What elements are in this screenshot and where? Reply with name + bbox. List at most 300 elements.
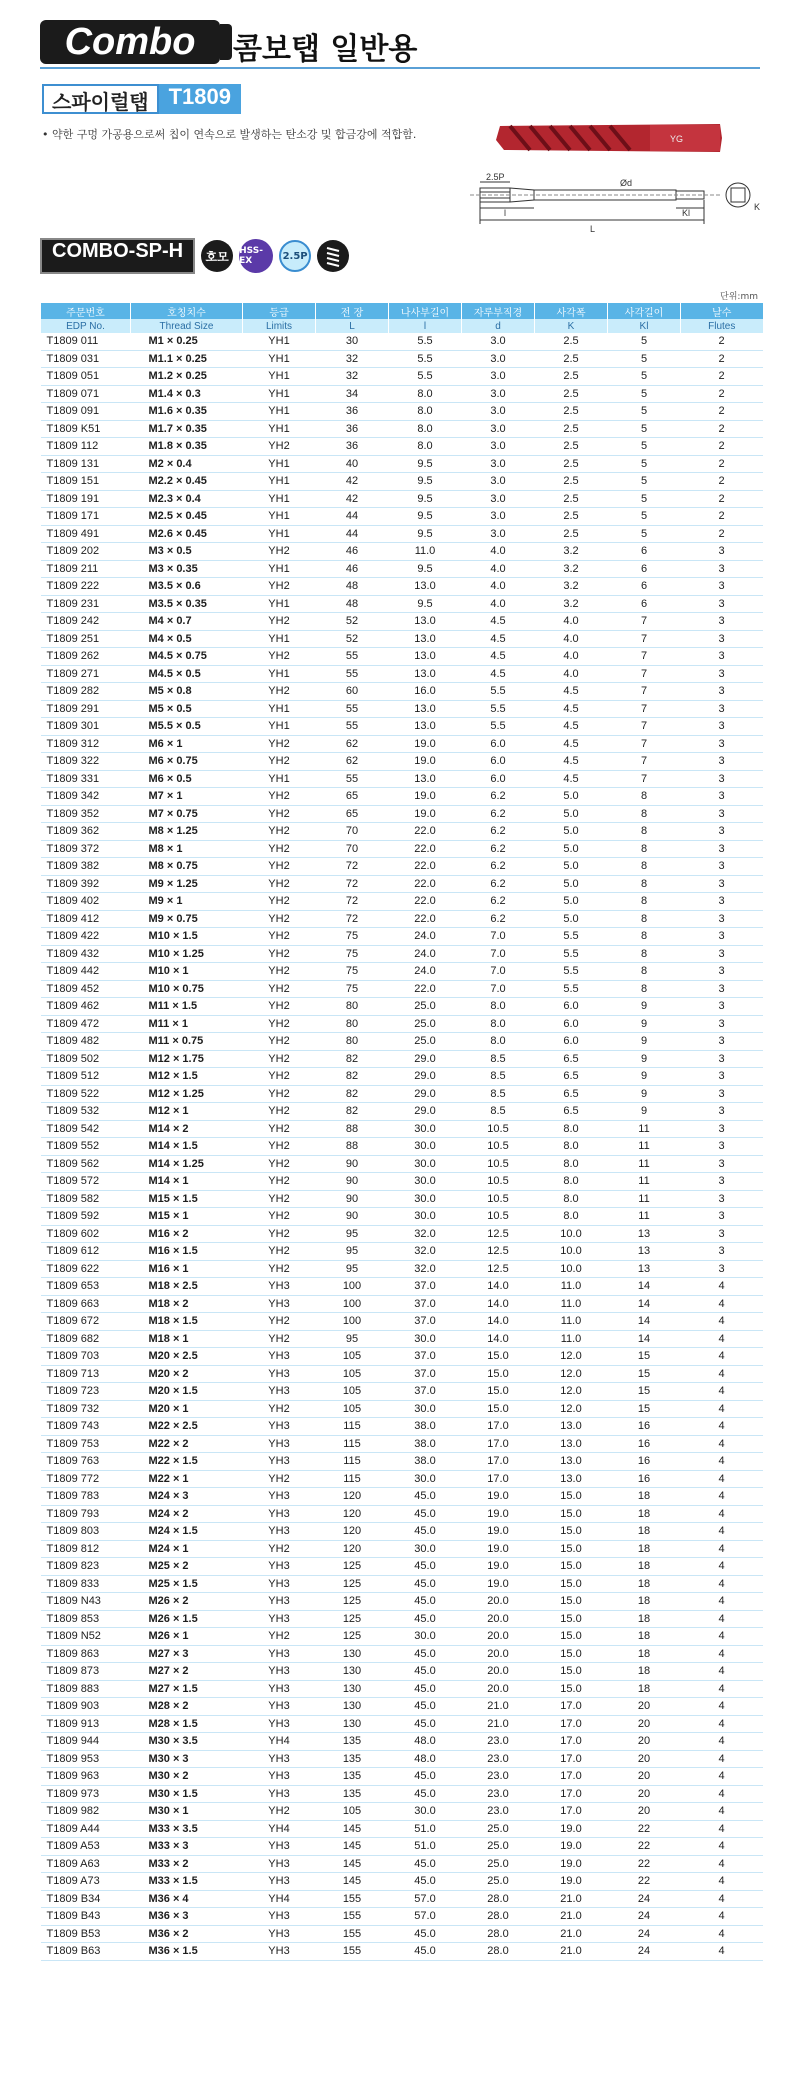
length-cell: 135 bbox=[316, 1785, 389, 1803]
flutes-cell: 4 bbox=[681, 1943, 763, 1961]
flutes-cell: 4 bbox=[681, 1348, 763, 1366]
length-cell: 155 bbox=[316, 1943, 389, 1961]
column-subheader: Thread Size bbox=[131, 319, 243, 333]
square-width-cell: 5.0 bbox=[535, 788, 608, 806]
table-row bbox=[41, 1663, 763, 1681]
square-length-cell: 8 bbox=[608, 928, 681, 946]
length-cell: 115 bbox=[316, 1470, 389, 1488]
square-width-cell: 15.0 bbox=[535, 1663, 608, 1681]
edp-cell: T1809 973 bbox=[41, 1785, 131, 1803]
thread-size-cell: M20 × 2.5 bbox=[131, 1348, 243, 1366]
edp-cell: T1809 342 bbox=[41, 788, 131, 806]
limits-cell: YH1 bbox=[243, 368, 316, 386]
square-width-cell: 17.0 bbox=[535, 1698, 608, 1716]
thread-length-cell: 51.0 bbox=[389, 1820, 462, 1838]
thread-length-cell: 22.0 bbox=[389, 858, 462, 876]
edp-cell: T1809 402 bbox=[41, 893, 131, 911]
thread-size-cell: M1.8 × 0.35 bbox=[131, 438, 243, 456]
edp-cell: T1809 352 bbox=[41, 805, 131, 823]
flutes-cell: 3 bbox=[681, 875, 763, 893]
flutes-cell: 3 bbox=[681, 543, 763, 561]
limits-cell: YH1 bbox=[243, 350, 316, 368]
edp-cell: T1809 N43 bbox=[41, 1593, 131, 1611]
table-row bbox=[41, 560, 763, 578]
flutes-cell: 3 bbox=[681, 893, 763, 911]
length-cell: 36 bbox=[316, 420, 389, 438]
limits-cell: YH3 bbox=[243, 1925, 316, 1943]
thread-size-cell: M4 × 0.5 bbox=[131, 630, 243, 648]
thread-length-cell: 19.0 bbox=[389, 735, 462, 753]
shank-diameter-cell: 28.0 bbox=[462, 1890, 535, 1908]
edp-cell: T1809 B43 bbox=[41, 1908, 131, 1926]
square-width-cell: 12.0 bbox=[535, 1383, 608, 1401]
thread-length-cell: 37.0 bbox=[389, 1348, 462, 1366]
thread-length-cell: 9.5 bbox=[389, 490, 462, 508]
flutes-cell: 2 bbox=[681, 368, 763, 386]
table-body bbox=[41, 333, 763, 1960]
table-row bbox=[41, 1593, 763, 1611]
subtitle-korean: 스파이럴탭 bbox=[42, 84, 159, 114]
length-cell: 120 bbox=[316, 1488, 389, 1506]
table-row bbox=[41, 1435, 763, 1453]
limits-cell: YH3 bbox=[243, 1663, 316, 1681]
length-cell: 120 bbox=[316, 1523, 389, 1541]
thread-length-cell: 13.0 bbox=[389, 578, 462, 596]
square-length-cell: 5 bbox=[608, 490, 681, 508]
edp-cell: T1809 592 bbox=[41, 1208, 131, 1226]
thread-size-cell: M22 × 2 bbox=[131, 1435, 243, 1453]
thread-length-cell: 37.0 bbox=[389, 1313, 462, 1331]
square-width-cell: 15.0 bbox=[535, 1680, 608, 1698]
flutes-cell: 4 bbox=[681, 1295, 763, 1313]
table-row bbox=[41, 1820, 763, 1838]
square-length-cell: 24 bbox=[608, 1908, 681, 1926]
thread-size-cell: M1.1 × 0.25 bbox=[131, 350, 243, 368]
square-width-cell: 4.0 bbox=[535, 613, 608, 631]
table-row bbox=[41, 1470, 763, 1488]
square-length-cell: 18 bbox=[608, 1540, 681, 1558]
edp-cell: T1809 753 bbox=[41, 1435, 131, 1453]
thread-length-cell: 45.0 bbox=[389, 1873, 462, 1891]
length-cell: 155 bbox=[316, 1925, 389, 1943]
limits-cell: YH3 bbox=[243, 1523, 316, 1541]
thread-size-cell: M36 × 3 bbox=[131, 1908, 243, 1926]
flutes-cell: 4 bbox=[681, 1540, 763, 1558]
shank-diameter-cell: 10.5 bbox=[462, 1208, 535, 1226]
square-length-cell: 15 bbox=[608, 1383, 681, 1401]
square-width-cell: 5.0 bbox=[535, 840, 608, 858]
thread-size-cell: M5 × 0.8 bbox=[131, 683, 243, 701]
thread-size-cell: M8 × 1.25 bbox=[131, 823, 243, 841]
limits-cell: YH3 bbox=[243, 1418, 316, 1436]
square-length-cell: 5 bbox=[608, 333, 681, 350]
length-cell: 42 bbox=[316, 473, 389, 491]
length-cell: 100 bbox=[316, 1278, 389, 1296]
square-width-cell: 4.0 bbox=[535, 665, 608, 683]
thread-length-cell: 30.0 bbox=[389, 1173, 462, 1191]
square-width-cell: 5.5 bbox=[535, 963, 608, 981]
limits-cell: YH2 bbox=[243, 1330, 316, 1348]
length-cell: 105 bbox=[316, 1365, 389, 1383]
table-row bbox=[41, 718, 763, 736]
edp-cell: T1809 N52 bbox=[41, 1628, 131, 1646]
thread-size-cell: M8 × 1 bbox=[131, 840, 243, 858]
table-row bbox=[41, 1698, 763, 1716]
limits-cell: YH2 bbox=[243, 1313, 316, 1331]
pitch-badge: 2.5P bbox=[279, 240, 311, 272]
square-length-cell: 7 bbox=[608, 735, 681, 753]
limits-cell: YH2 bbox=[243, 980, 316, 998]
thread-size-cell: M36 × 1.5 bbox=[131, 1943, 243, 1961]
edp-cell: T1809 582 bbox=[41, 1190, 131, 1208]
thread-length-cell: 22.0 bbox=[389, 823, 462, 841]
square-width-cell: 21.0 bbox=[535, 1908, 608, 1926]
square-width-cell: 10.0 bbox=[535, 1260, 608, 1278]
square-width-cell: 4.5 bbox=[535, 700, 608, 718]
length-cell: 115 bbox=[316, 1418, 389, 1436]
edp-cell: T1809 051 bbox=[41, 368, 131, 386]
thread-length-cell: 38.0 bbox=[389, 1453, 462, 1471]
limits-cell: YH1 bbox=[243, 560, 316, 578]
table-row bbox=[41, 1278, 763, 1296]
shank-diameter-cell: 23.0 bbox=[462, 1803, 535, 1821]
column-subheader: L bbox=[316, 319, 389, 333]
table-row bbox=[41, 735, 763, 753]
limits-cell: YH1 bbox=[243, 490, 316, 508]
limits-cell: YH2 bbox=[243, 438, 316, 456]
limits-cell: YH3 bbox=[243, 1768, 316, 1786]
thread-length-cell: 11.0 bbox=[389, 543, 462, 561]
edp-cell: T1809 A44 bbox=[41, 1820, 131, 1838]
shank-diameter-cell: 14.0 bbox=[462, 1278, 535, 1296]
thread-size-cell: M33 × 3 bbox=[131, 1838, 243, 1856]
thread-size-cell: M9 × 1.25 bbox=[131, 875, 243, 893]
thread-length-cell: 57.0 bbox=[389, 1908, 462, 1926]
table-row bbox=[41, 1785, 763, 1803]
edp-cell: T1809 743 bbox=[41, 1418, 131, 1436]
square-length-cell: 7 bbox=[608, 665, 681, 683]
product-note: • 약한 구멍 가공용으로써 칩이 연속으로 발생하는 탄소강 및 합금강에 적합함. bbox=[42, 128, 417, 141]
table-row bbox=[41, 525, 763, 543]
material-badge: HSS-EX bbox=[239, 239, 273, 273]
thread-size-cell: M16 × 1 bbox=[131, 1260, 243, 1278]
edp-cell: T1809 171 bbox=[41, 508, 131, 526]
thread-length-cell: 45.0 bbox=[389, 1488, 462, 1506]
thread-size-cell: M25 × 2 bbox=[131, 1558, 243, 1576]
square-length-cell: 7 bbox=[608, 630, 681, 648]
thread-size-cell: M2.3 × 0.4 bbox=[131, 490, 243, 508]
length-cell: 90 bbox=[316, 1155, 389, 1173]
table-row bbox=[41, 1925, 763, 1943]
flutes-cell: 4 bbox=[681, 1750, 763, 1768]
length-cell: 145 bbox=[316, 1873, 389, 1891]
edp-cell: T1809 112 bbox=[41, 438, 131, 456]
length-cell: 82 bbox=[316, 1050, 389, 1068]
square-length-cell: 18 bbox=[608, 1558, 681, 1576]
thread-length-cell: 37.0 bbox=[389, 1295, 462, 1313]
pitch-label: 2.5P bbox=[486, 172, 505, 182]
thread-size-cell: M15 × 1.5 bbox=[131, 1190, 243, 1208]
limits-cell: YH3 bbox=[243, 1295, 316, 1313]
limits-cell: YH3 bbox=[243, 1593, 316, 1611]
thread-size-cell: M11 × 0.75 bbox=[131, 1033, 243, 1051]
table-row bbox=[41, 1943, 763, 1961]
table-row bbox=[41, 840, 763, 858]
length-cell: 80 bbox=[316, 1015, 389, 1033]
thread-length-cell: 22.0 bbox=[389, 980, 462, 998]
square-length-cell: 15 bbox=[608, 1365, 681, 1383]
thread-length-cell: 45.0 bbox=[389, 1715, 462, 1733]
table-row bbox=[41, 1733, 763, 1751]
table-row bbox=[41, 595, 763, 613]
square-length-cell: 8 bbox=[608, 805, 681, 823]
thread-size-cell: M24 × 1 bbox=[131, 1540, 243, 1558]
flutes-cell: 4 bbox=[681, 1400, 763, 1418]
square-length-cell: 8 bbox=[608, 823, 681, 841]
edp-cell: T1809 663 bbox=[41, 1295, 131, 1313]
limits-cell: YH2 bbox=[243, 1628, 316, 1646]
edp-cell: T1809 803 bbox=[41, 1523, 131, 1541]
shank-diameter-cell: 20.0 bbox=[462, 1645, 535, 1663]
square-width-cell: 11.0 bbox=[535, 1278, 608, 1296]
flutes-cell: 3 bbox=[681, 1050, 763, 1068]
table-row bbox=[41, 1173, 763, 1191]
thread-size-cell: M26 × 2 bbox=[131, 1593, 243, 1611]
length-cell: 90 bbox=[316, 1190, 389, 1208]
table-row bbox=[41, 1575, 763, 1593]
thread-length-cell: 51.0 bbox=[389, 1838, 462, 1856]
flutes-cell: 2 bbox=[681, 385, 763, 403]
limits-cell: YH2 bbox=[243, 613, 316, 631]
limits-cell: YH2 bbox=[243, 910, 316, 928]
square-width-cell: 8.0 bbox=[535, 1190, 608, 1208]
thread-length-cell: 38.0 bbox=[389, 1418, 462, 1436]
limits-cell: YH2 bbox=[243, 840, 316, 858]
thread-length-cell: 30.0 bbox=[389, 1470, 462, 1488]
column-subheader: l bbox=[389, 319, 462, 333]
thread-length-cell: 13.0 bbox=[389, 630, 462, 648]
edp-cell: T1809 982 bbox=[41, 1803, 131, 1821]
edp-cell: T1809 622 bbox=[41, 1260, 131, 1278]
thread-size-cell: M10 × 1.25 bbox=[131, 945, 243, 963]
shank-diameter-cell: 19.0 bbox=[462, 1505, 535, 1523]
thread-size-cell: M10 × 0.75 bbox=[131, 980, 243, 998]
limits-cell: YH3 bbox=[243, 1645, 316, 1663]
square-length-cell: 9 bbox=[608, 1033, 681, 1051]
edp-cell: T1809 562 bbox=[41, 1155, 131, 1173]
edp-cell: T1809 412 bbox=[41, 910, 131, 928]
edp-cell: T1809 812 bbox=[41, 1540, 131, 1558]
shank-diameter-cell: 4.0 bbox=[462, 595, 535, 613]
thread-size-cell: M12 × 1 bbox=[131, 1103, 243, 1121]
thread-size-cell: M14 × 2 bbox=[131, 1120, 243, 1138]
limits-cell: YH1 bbox=[243, 385, 316, 403]
column-header: 사각폭 bbox=[535, 303, 608, 319]
thread-size-cell: M2 × 0.4 bbox=[131, 455, 243, 473]
limits-cell: YH3 bbox=[243, 1575, 316, 1593]
edp-cell: T1809 682 bbox=[41, 1330, 131, 1348]
shank-diameter-cell: 12.5 bbox=[462, 1243, 535, 1261]
length-cell: 125 bbox=[316, 1610, 389, 1628]
length-cell: 90 bbox=[316, 1208, 389, 1226]
thread-length-cell: 13.0 bbox=[389, 700, 462, 718]
length-cell: 72 bbox=[316, 875, 389, 893]
shank-diameter-cell: 15.0 bbox=[462, 1400, 535, 1418]
flutes-cell: 2 bbox=[681, 403, 763, 421]
length-cell: 145 bbox=[316, 1855, 389, 1873]
limits-cell: YH2 bbox=[243, 1225, 316, 1243]
square-length-cell: 24 bbox=[608, 1925, 681, 1943]
edp-cell: T1809 262 bbox=[41, 648, 131, 666]
shank-diameter-cell: 23.0 bbox=[462, 1733, 535, 1751]
square-width-cell: 19.0 bbox=[535, 1820, 608, 1838]
square-width-cell: 17.0 bbox=[535, 1733, 608, 1751]
unit-label: 단위:mm bbox=[720, 292, 758, 302]
thread-size-cell: M18 × 1 bbox=[131, 1330, 243, 1348]
flutes-cell: 4 bbox=[681, 1558, 763, 1576]
limits-cell: YH2 bbox=[243, 805, 316, 823]
shank-diameter-cell: 8.0 bbox=[462, 998, 535, 1016]
square-width-cell: 11.0 bbox=[535, 1313, 608, 1331]
shank-diameter-cell: 10.5 bbox=[462, 1190, 535, 1208]
thread-size-cell: M24 × 2 bbox=[131, 1505, 243, 1523]
shank-diameter-cell: 4.5 bbox=[462, 613, 535, 631]
length-cell: 44 bbox=[316, 508, 389, 526]
shank-diameter-cell: 14.0 bbox=[462, 1313, 535, 1331]
table-row bbox=[41, 1628, 763, 1646]
table-row bbox=[41, 613, 763, 631]
thread-size-cell: M33 × 2 bbox=[131, 1855, 243, 1873]
flutes-cell: 4 bbox=[681, 1278, 763, 1296]
thread-size-cell: M14 × 1 bbox=[131, 1173, 243, 1191]
thread-size-cell: M30 × 1.5 bbox=[131, 1785, 243, 1803]
flutes-cell: 3 bbox=[681, 823, 763, 841]
shank-diameter-cell: 21.0 bbox=[462, 1715, 535, 1733]
length-cell: 42 bbox=[316, 490, 389, 508]
shank-diameter-cell: 15.0 bbox=[462, 1383, 535, 1401]
edp-cell: T1809 953 bbox=[41, 1750, 131, 1768]
square-length-cell: 14 bbox=[608, 1313, 681, 1331]
shank-diameter-cell: 6.2 bbox=[462, 805, 535, 823]
shank-diameter-cell: 23.0 bbox=[462, 1750, 535, 1768]
table-row bbox=[41, 893, 763, 911]
shank-diameter-cell: 7.0 bbox=[462, 928, 535, 946]
square-width-cell: 4.5 bbox=[535, 735, 608, 753]
thread-length-label: l bbox=[504, 208, 506, 218]
edp-cell: T1809 291 bbox=[41, 700, 131, 718]
flutes-cell: 4 bbox=[681, 1803, 763, 1821]
edp-cell: T1809 282 bbox=[41, 683, 131, 701]
square-length-cell: 14 bbox=[608, 1278, 681, 1296]
square-width-cell: 11.0 bbox=[535, 1330, 608, 1348]
shank-diameter-cell: 8.0 bbox=[462, 1033, 535, 1051]
square-length-cell: 9 bbox=[608, 1050, 681, 1068]
thread-size-cell: M30 × 1 bbox=[131, 1803, 243, 1821]
shank-diameter-cell: 17.0 bbox=[462, 1435, 535, 1453]
square-width-cell: 6.5 bbox=[535, 1068, 608, 1086]
thread-length-cell: 37.0 bbox=[389, 1278, 462, 1296]
length-cell: 82 bbox=[316, 1068, 389, 1086]
type-badge: 호모 bbox=[201, 240, 233, 272]
limits-cell: YH2 bbox=[243, 928, 316, 946]
square-length-cell: 11 bbox=[608, 1208, 681, 1226]
thread-length-cell: 32.0 bbox=[389, 1243, 462, 1261]
flutes-cell: 3 bbox=[681, 1085, 763, 1103]
shank-diameter-cell: 23.0 bbox=[462, 1785, 535, 1803]
table-row bbox=[41, 1383, 763, 1401]
square-width-cell: 15.0 bbox=[535, 1575, 608, 1593]
square-width-cell: 4.5 bbox=[535, 683, 608, 701]
thread-length-cell: 9.5 bbox=[389, 473, 462, 491]
shank-diameter-cell: 14.0 bbox=[462, 1330, 535, 1348]
length-cell: 55 bbox=[316, 648, 389, 666]
square-width-cell: 21.0 bbox=[535, 1925, 608, 1943]
table-row bbox=[41, 1908, 763, 1926]
length-cell: 65 bbox=[316, 805, 389, 823]
flutes-cell: 4 bbox=[681, 1925, 763, 1943]
square-length-cell: 8 bbox=[608, 840, 681, 858]
limits-cell: YH2 bbox=[243, 1120, 316, 1138]
table-row bbox=[41, 1260, 763, 1278]
spec-badges bbox=[40, 238, 349, 274]
square-length-cell: 8 bbox=[608, 963, 681, 981]
shank-diameter-cell: 4.5 bbox=[462, 648, 535, 666]
edp-cell: T1809 271 bbox=[41, 665, 131, 683]
thread-length-cell: 30.0 bbox=[389, 1155, 462, 1173]
thread-size-cell: M1.4 × 0.3 bbox=[131, 385, 243, 403]
flutes-cell: 4 bbox=[681, 1890, 763, 1908]
thread-size-cell: M30 × 3 bbox=[131, 1750, 243, 1768]
length-cell: 100 bbox=[316, 1313, 389, 1331]
length-cell: 34 bbox=[316, 385, 389, 403]
table-row bbox=[41, 438, 763, 456]
flutes-cell: 3 bbox=[681, 753, 763, 771]
length-cell: 95 bbox=[316, 1260, 389, 1278]
table-row bbox=[41, 648, 763, 666]
edp-cell: T1809 944 bbox=[41, 1733, 131, 1751]
thread-length-cell: 5.5 bbox=[389, 333, 462, 350]
edp-cell: T1809 612 bbox=[41, 1243, 131, 1261]
square-length-cell: 15 bbox=[608, 1348, 681, 1366]
shank-diameter-cell: 15.0 bbox=[462, 1365, 535, 1383]
flutes-cell: 3 bbox=[681, 1138, 763, 1156]
length-cell: 130 bbox=[316, 1698, 389, 1716]
square-length-cell: 24 bbox=[608, 1943, 681, 1961]
shank-diameter-cell: 6.2 bbox=[462, 840, 535, 858]
limits-cell: YH3 bbox=[243, 1698, 316, 1716]
table-row bbox=[41, 473, 763, 491]
flutes-cell: 3 bbox=[681, 928, 763, 946]
length-cell: 88 bbox=[316, 1138, 389, 1156]
thread-size-cell: M25 × 1.5 bbox=[131, 1575, 243, 1593]
table-row bbox=[41, 1750, 763, 1768]
flutes-cell: 3 bbox=[681, 998, 763, 1016]
length-cell: 105 bbox=[316, 1400, 389, 1418]
shank-diameter-cell: 28.0 bbox=[462, 1943, 535, 1961]
length-cell: 40 bbox=[316, 455, 389, 473]
table-row bbox=[41, 1313, 763, 1331]
edp-cell: T1809 512 bbox=[41, 1068, 131, 1086]
edp-cell: T1809 452 bbox=[41, 980, 131, 998]
square-width-cell: 4.0 bbox=[535, 630, 608, 648]
table-row bbox=[41, 1610, 763, 1628]
thread-size-cell: M11 × 1.5 bbox=[131, 998, 243, 1016]
length-cell: 130 bbox=[316, 1715, 389, 1733]
thread-size-cell: M6 × 0.5 bbox=[131, 770, 243, 788]
thread-length-cell: 5.5 bbox=[389, 350, 462, 368]
edp-cell: T1809 151 bbox=[41, 473, 131, 491]
square-width-cell: 15.0 bbox=[535, 1505, 608, 1523]
